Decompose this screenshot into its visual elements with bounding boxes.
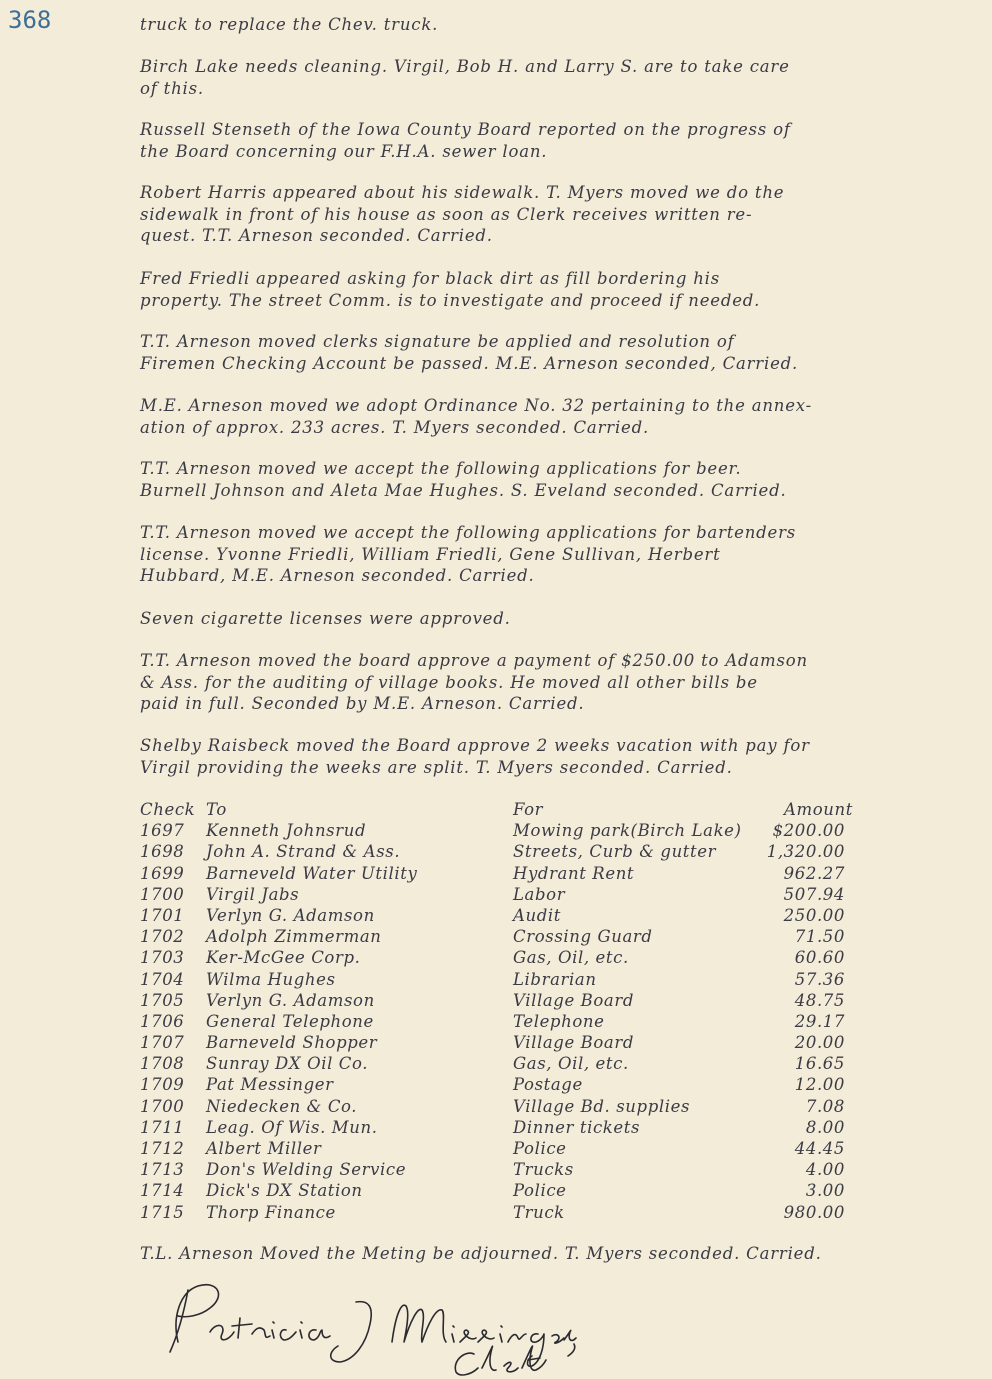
ledger-row xyxy=(140,927,860,948)
ledger-amount: 962.27 xyxy=(783,863,845,883)
ledger-amount: 4.00 xyxy=(805,1160,845,1180)
ledger-row xyxy=(140,1160,860,1181)
ledger-row xyxy=(140,906,860,927)
paragraph-line: & Ass. for the auditing of village books. He moved all other bills be xyxy=(140,672,758,692)
ledger-header-to: To xyxy=(206,800,227,819)
ledger-purpose: Trucks xyxy=(513,1160,574,1180)
ledger-row xyxy=(140,1054,860,1075)
ledger-row xyxy=(140,1203,860,1224)
ledger-purpose: Mowing park(Birch Lake) xyxy=(513,821,742,841)
ledger-payee: Virgil Jabs xyxy=(206,884,300,904)
ledger-amount: 7.08 xyxy=(805,1096,845,1116)
ledger-purpose: Audit xyxy=(513,905,562,925)
ledger-payee: John A. Strand & Ass. xyxy=(206,842,401,862)
ledger-payee: Verlyn G. Adamson xyxy=(206,905,375,925)
paragraph-line: Russell Stenseth of the Iowa County Board reported on the progress of xyxy=(140,120,791,139)
ledger-rows xyxy=(140,821,860,1224)
paragraph-line: truck to replace the Chev. truck. xyxy=(140,15,439,34)
paragraph-line: Birch Lake needs cleaning. Virgil, Bob H. and Larry S. are to take care xyxy=(140,57,790,76)
ledger-check-number: 1702 xyxy=(140,927,185,947)
ledger-check-number: 1700 xyxy=(140,884,185,904)
ledger-row xyxy=(140,1075,860,1096)
paragraph-line: property. The street Comm. is to investigate and proceed if needed. xyxy=(140,290,761,310)
ledger-payee: General Telephone xyxy=(206,1011,374,1031)
ledger-row xyxy=(140,991,860,1012)
paragraph-line: T.T. Arneson moved we accept the following applications for bartenders xyxy=(140,523,797,542)
ledger-row xyxy=(140,821,860,842)
ledger-header xyxy=(140,800,860,821)
ledger-check-number: 1711 xyxy=(140,1117,185,1137)
ledger-amount: 71.50 xyxy=(794,927,845,947)
ledger-purpose: Village Board xyxy=(513,1033,635,1053)
ledger-amount: 48.75 xyxy=(794,990,845,1010)
ledger-row xyxy=(140,1033,860,1054)
ledger-check-number: 1697 xyxy=(140,821,185,841)
paragraph-line: Robert Harris appeared about his sidewalk. T. Myers moved we do the xyxy=(140,183,785,202)
ledger-purpose: Telephone xyxy=(513,1011,605,1031)
ledger-purpose: Hydrant Rent xyxy=(513,863,635,883)
ledger-purpose: Police xyxy=(513,1139,567,1158)
ledger-payee: Ker-McGee Corp. xyxy=(206,948,361,968)
ledger-purpose: Postage xyxy=(513,1075,583,1095)
paragraph-line: Firemen Checking Account be passed. M.E. Arneson seconded, Carried. xyxy=(140,353,799,373)
ledger-row xyxy=(140,948,860,969)
paragraph-line: T.T. Arneson moved the board approve a payment of $250.00 to Adamson xyxy=(140,651,808,670)
ledger-amount: 57.36 xyxy=(794,969,845,989)
ledger-amount: 60.60 xyxy=(794,948,845,968)
ledger-row xyxy=(140,1181,860,1202)
minutes-paragraph xyxy=(140,119,920,162)
ledger-check-number: 1700 xyxy=(140,1096,185,1116)
paragraph-line: paid in full. Seconded by M.E. Arneson. Carried. xyxy=(140,694,585,713)
ledger-payee: Kenneth Johnsrud xyxy=(206,821,367,841)
paragraph-line: Virgil providing the weeks are split. T. Myers seconded. Carried. xyxy=(140,757,733,777)
ledger-payee: Sunray DX Oil Co. xyxy=(206,1054,369,1074)
paragraph-line: Fred Friedli appeared asking for black dirt as fill bordering his xyxy=(140,269,721,288)
ledger-check-number: 1706 xyxy=(140,1011,185,1031)
paragraph-line: ation of approx. 233 acres. T. Myers seconded. Carried. xyxy=(140,417,649,437)
paragraph-line: Shelby Raisbeck moved the Board approve 2 weeks vacation with pay for xyxy=(140,736,810,755)
ledger-row xyxy=(140,885,860,906)
ledger-purpose: Truck xyxy=(513,1202,565,1222)
ledger-check-number: 1703 xyxy=(140,948,185,968)
ledger-check-number: 1712 xyxy=(140,1139,185,1158)
minutes-paragraph xyxy=(140,608,920,630)
ledger-purpose: Gas, Oil, etc. xyxy=(513,1054,629,1074)
ledger-check-number: 1709 xyxy=(140,1075,185,1095)
ledger-check-number: 1701 xyxy=(140,905,185,925)
ledger-amount: 1,320.00 xyxy=(766,842,845,862)
paragraph-line: license. Yvonne Friedli, William Friedli, Gene Sullivan, Herbert xyxy=(140,544,721,564)
paragraph-line: the Board concerning our F.H.A. sewer loan. xyxy=(140,141,548,161)
check-ledger xyxy=(140,800,860,1224)
ledger-payee: Dick's DX Station xyxy=(206,1181,363,1201)
ledger-row xyxy=(140,842,860,863)
ledger-payee: Don's Welding Service xyxy=(206,1160,407,1180)
ledger-purpose: Dinner tickets xyxy=(513,1117,641,1137)
ledger-check-number: 1705 xyxy=(140,990,185,1010)
ledger-check-number: 1704 xyxy=(140,969,185,989)
ledger-amount: 250.00 xyxy=(783,905,845,925)
ledger-payee: Verlyn G. Adamson xyxy=(206,990,375,1010)
ledger-payee: Pat Messinger xyxy=(206,1075,334,1095)
ledger-payee: Adolph Zimmerman xyxy=(206,927,382,947)
paragraph-line: sidewalk in front of his house as soon as Clerk receives written re- xyxy=(140,204,753,224)
minutes-paragraph xyxy=(140,268,920,311)
paragraph-line: T.T. Arneson moved we accept the following applications for beer. xyxy=(140,459,742,478)
ledger-row xyxy=(140,1097,860,1118)
ledger-payee: Barneveld Shopper xyxy=(206,1033,378,1053)
minutes-paragraph xyxy=(140,458,920,501)
paragraph-line: T.T. Arneson moved clerks signature be applied and resolution of xyxy=(140,332,735,351)
ledger-amount: 20.00 xyxy=(794,1033,845,1053)
minutes-paragraph xyxy=(140,182,920,247)
minutes-paragraph xyxy=(140,331,920,374)
ledger-check-number: 1699 xyxy=(140,863,185,883)
ledger-check-number: 1715 xyxy=(140,1202,185,1222)
ledger-purpose: Village Board xyxy=(513,990,635,1010)
ledger-payee: Niedecken & Co. xyxy=(206,1096,358,1116)
ledger-purpose: Police xyxy=(513,1181,567,1201)
ledger-payee: Albert Miller xyxy=(206,1139,322,1158)
paragraph-line: of this. xyxy=(140,78,204,98)
minutes-paragraph xyxy=(140,56,920,99)
adjournment-line xyxy=(140,1243,920,1265)
ledger-amount: 980.00 xyxy=(783,1202,845,1222)
ledger-amount: 16.65 xyxy=(794,1054,845,1074)
minutes-paragraph xyxy=(140,522,920,587)
ledger-purpose: Labor xyxy=(513,884,566,904)
ledger-amount: 507.94 xyxy=(783,884,845,904)
paragraph-line: Burnell Johnson and Aleta Mae Hughes. S. Eveland seconded. Carried. xyxy=(140,480,787,500)
minutes-paragraph xyxy=(140,650,920,715)
ledger-amount: 12.00 xyxy=(794,1075,845,1095)
ledger-amount: 3.00 xyxy=(805,1181,845,1201)
ledger-payee: Barneveld Water Utility xyxy=(206,863,418,883)
minutes-paragraph xyxy=(140,14,920,36)
page-number: 368 xyxy=(8,6,52,34)
ledger-purpose: Village Bd. supplies xyxy=(513,1096,691,1116)
ledger-row xyxy=(140,1012,860,1033)
clerk-signature xyxy=(160,1272,580,1379)
ledger-check-number: 1707 xyxy=(140,1033,185,1053)
minutes-paragraph xyxy=(140,735,920,778)
ledger-check-number: 1698 xyxy=(140,842,185,862)
paragraph-line: Seven cigarette licenses were approved. xyxy=(140,609,511,628)
minutes-paragraph xyxy=(140,395,920,438)
paragraph-line: Hubbard, M.E. Arneson seconded. Carried. xyxy=(140,566,535,585)
ledger-purpose: Streets, Curb & gutter xyxy=(513,842,717,862)
ledger-payee: Leag. Of Wis. Mun. xyxy=(206,1117,378,1137)
ledger-header-check: Check xyxy=(140,800,196,819)
paragraph-line: quest. T.T. Arneson seconded. Carried. xyxy=(140,226,493,245)
ledger-row xyxy=(140,970,860,991)
ledger-check-number: 1708 xyxy=(140,1054,185,1074)
ledger-check-number: 1713 xyxy=(140,1160,185,1180)
ledger-purpose: Gas, Oil, etc. xyxy=(513,948,629,968)
ledger-payee: Thorp Finance xyxy=(206,1202,336,1222)
paragraph-line: M.E. Arneson moved we adopt Ordinance No. 32 pertaining to the annex- xyxy=(140,396,812,415)
ledger-row xyxy=(140,1139,860,1160)
ledger-row xyxy=(140,1118,860,1139)
ledger-payee: Wilma Hughes xyxy=(206,969,336,989)
adjournment-text: T.L. Arneson Moved the Meting be adjourned. T. Myers seconded. Carried. xyxy=(140,1244,822,1263)
ledger-row xyxy=(140,864,860,885)
ledger-check-number: 1714 xyxy=(140,1181,185,1201)
ledger-purpose: Librarian xyxy=(513,969,597,989)
ledger-header-amount: Amount xyxy=(784,800,853,819)
ledger-amount: 8.00 xyxy=(805,1117,845,1137)
ledger-amount: 44.45 xyxy=(794,1139,845,1158)
ledger-purpose: Crossing Guard xyxy=(513,927,653,947)
ledger-header-for: For xyxy=(513,800,544,819)
ledger-amount: 29.17 xyxy=(794,1011,845,1031)
ledger-amount: $200.00 xyxy=(772,821,845,841)
